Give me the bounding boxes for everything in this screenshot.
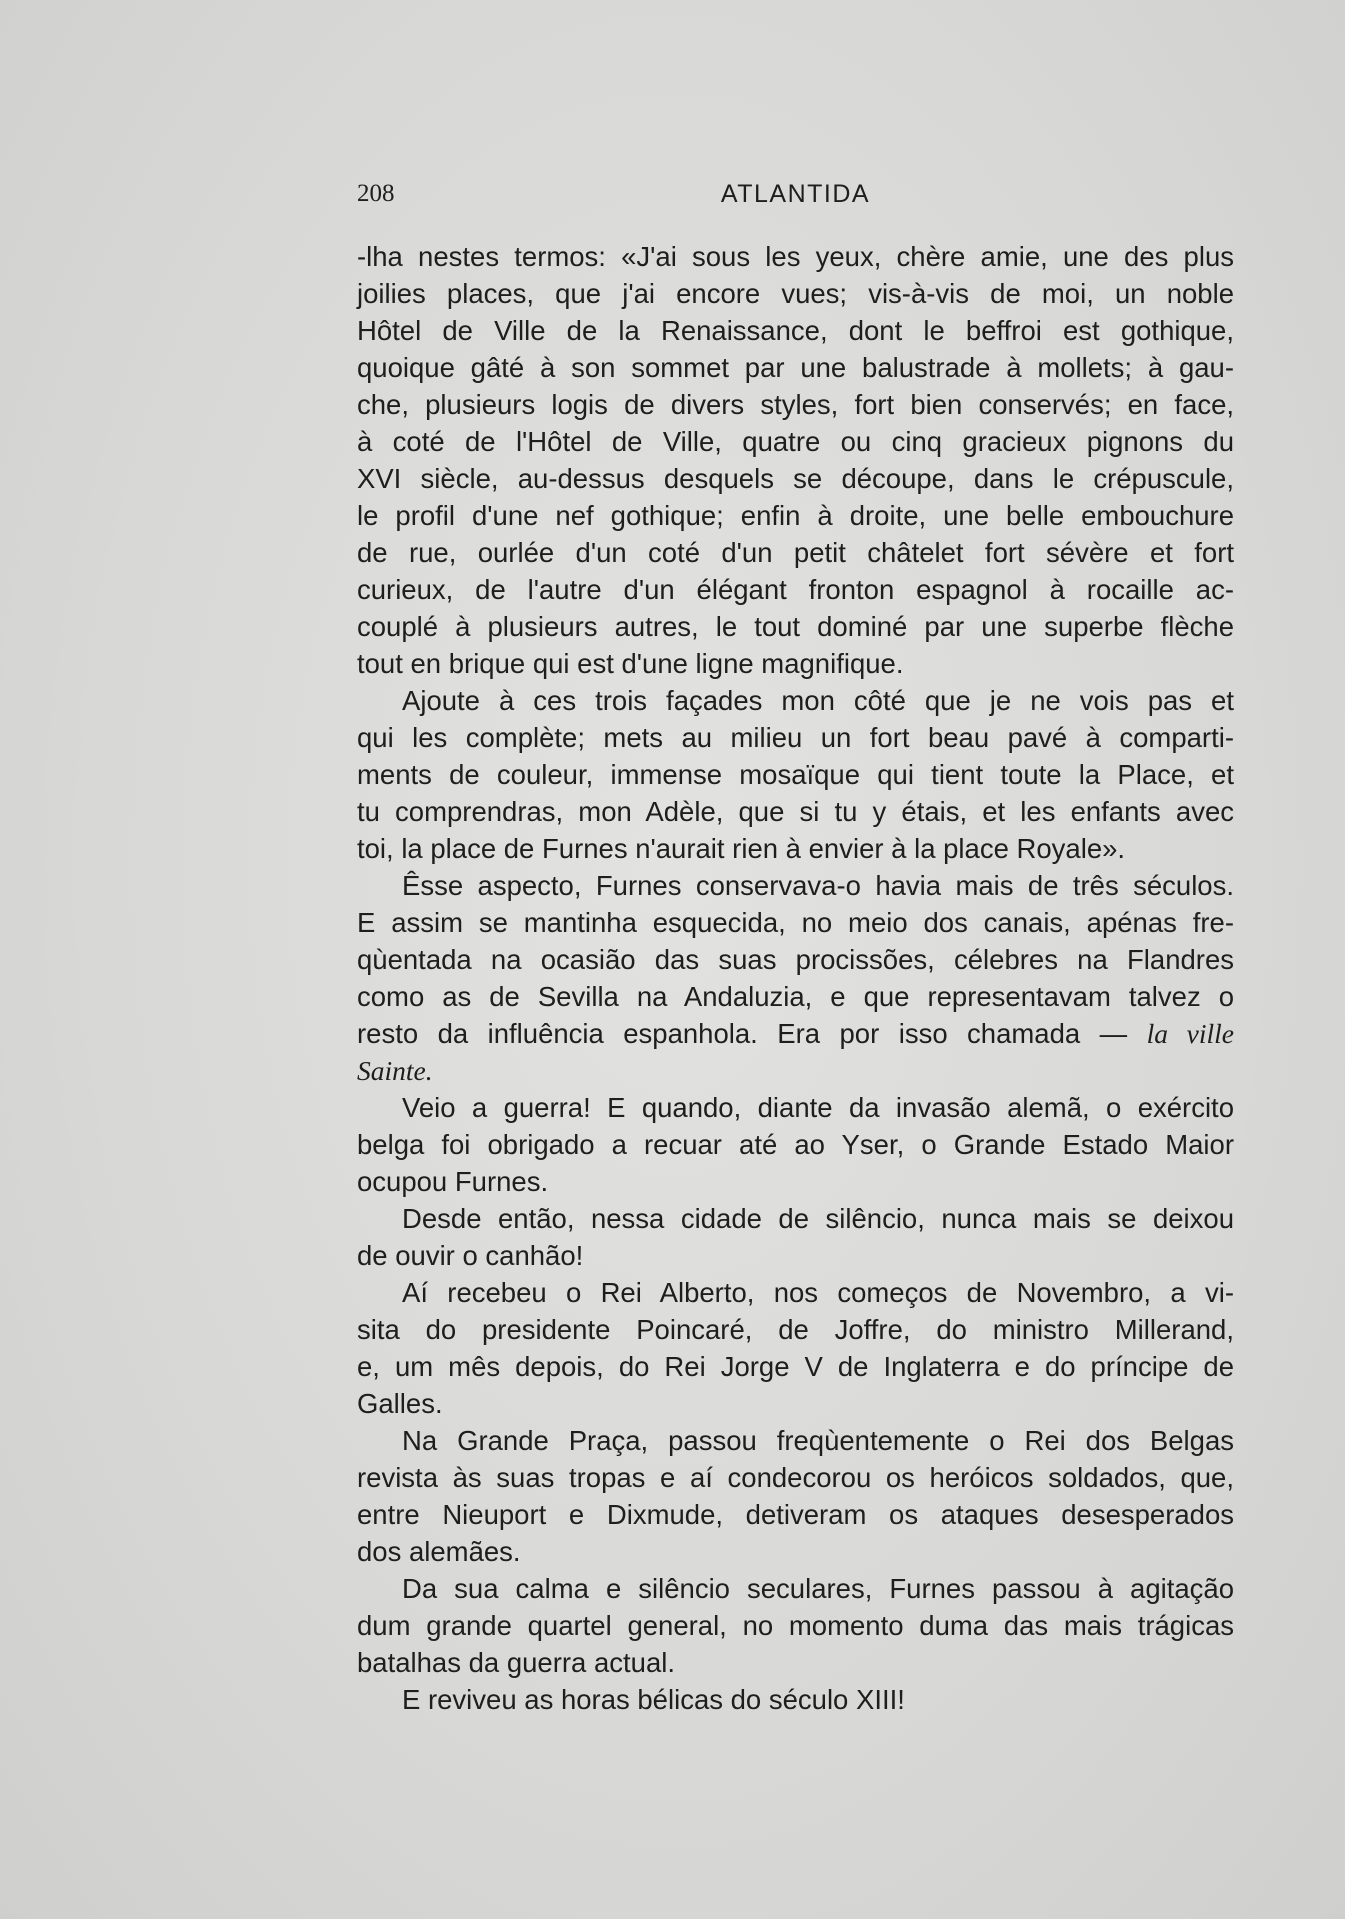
italic-phrase: Sainte. [357,1055,433,1086]
paragraph [357,682,1234,867]
text-line: dos alemães. [357,1536,521,1567]
text-line: toi, la place de Furnes n'aurait rien à envier à la place Royale». [357,833,1126,864]
running-title: ATLANTIDA [720,180,871,208]
text-line: batalhas da guerra actual. [357,1647,675,1678]
text-line: Aí recebeu o Rei Alberto, nos começos de Novembro, a vi- [402,1277,1234,1308]
text-line: e, um mês depois, do Rei Jorge V de Inglaterra e do príncipe de [357,1351,1234,1382]
text-line: Veio a guerra! E quando, diante da invasão alemã, o exército [402,1092,1234,1123]
text-line: à coté de l'Hôtel de Ville, quatre ou cinq gracieux pignons du [357,426,1234,457]
text-line: E assim se mantinha esquecida, no meio dos canais, apénas fre- [357,907,1234,938]
page-header [357,174,1234,214]
body-text [357,238,1234,1718]
text-line: qui les complète; mets au milieu un fort beau pavé à comparti- [357,722,1234,753]
paragraph [357,1089,1234,1200]
text-line: Hôtel de Ville de la Renaissance, dont le beffroi est gothique, [357,315,1234,346]
text-line: ocupou Furnes. [357,1166,549,1197]
text-line-with-italic [357,1015,1234,1052]
text-line: Êsse aspecto, Furnes conservava-o havia mais de três séculos. [402,870,1234,901]
text-line: tout en brique qui est d'une ligne magnifique. [357,648,904,679]
text-line: tu comprendras, mon Adèle, que si tu y étais, et les enfants avec [357,796,1234,827]
text-line: de rue, ourlée d'un coté d'un petit châtelet fort sévère et fort [357,537,1234,568]
paragraph [357,238,1234,682]
text-line: curieux, de l'autre d'un élégant fronton espagnol à rocaille ac- [357,574,1234,605]
text-line: como as de Sevilla na Andaluzia, e que representavam talvez o [357,981,1234,1012]
text-line: couplé à plusieurs autres, le tout dominé par une superbe flèche [357,611,1234,642]
text-line: quoique gâté à son sommet par une balustrade à mollets; à gau- [357,352,1234,383]
page-number: 208 [357,180,395,207]
paragraph [357,1274,1234,1422]
paragraph [357,1422,1234,1570]
text-line: entre Nieuport e Dixmude, detiveram os ataques desesperados [357,1499,1234,1530]
text-line: dum grande quartel general, no momento duma das mais trágicas [357,1610,1234,1641]
paragraph [357,867,1234,1089]
text-line: XVI siècle, au-dessus desquels se découpe, dans le crépuscule, [357,463,1234,494]
text-line: de ouvir o canhão! [357,1240,584,1271]
text-line: Da sua calma e silêncio seculares, Furnes passou à agitação [402,1573,1234,1604]
paragraph [357,1681,1234,1718]
text-line: -lha nestes termos: «J'ai sous les yeux, chère amie, une des plus [357,241,1234,272]
paragraph [357,1570,1234,1681]
text-line: revista às suas tropas e aí condecorou os heróicos soldados, que, [357,1462,1234,1493]
text-line [357,1052,1234,1089]
text-line: belga foi obrigado a recuar até ao Yser, o Grande Estado Maior [357,1129,1234,1160]
text-line: ments de couleur, immense mosaïque qui tient toute la Place, et [357,759,1234,790]
text-line: resto da influência espanhola. Era por isso chamada — [357,1018,1128,1049]
italic-phrase: la ville [1146,1018,1234,1049]
text-line: Ajoute à ces trois façades mon côté que je ne vois pas et [402,685,1234,716]
paragraph [357,1200,1234,1274]
text-line: Na Grande Praça, passou freqùentemente o Rei dos Belgas [402,1425,1234,1456]
text-line: le profil d'une nef gothique; enfin à droite, une belle embouchure [357,500,1234,531]
text-line: che, plusieurs logis de divers styles, fort bien conservés; en face, [357,389,1234,420]
text-line: Galles. [357,1388,443,1419]
text-line: Desde então, nessa cidade de silêncio, nunca mais se deixou [402,1203,1234,1234]
text-line: joilies places, que j'ai encore vues; vis-à-vis de moi, un noble [357,278,1234,309]
text-line: E reviveu as horas bélicas do século XIII! [402,1684,905,1715]
text-line: sita do presidente Poincaré, de Joffre, do ministro Millerand, [357,1314,1234,1345]
text-line: qùentada na ocasião das suas procissões, célebres na Flandres [357,944,1234,975]
